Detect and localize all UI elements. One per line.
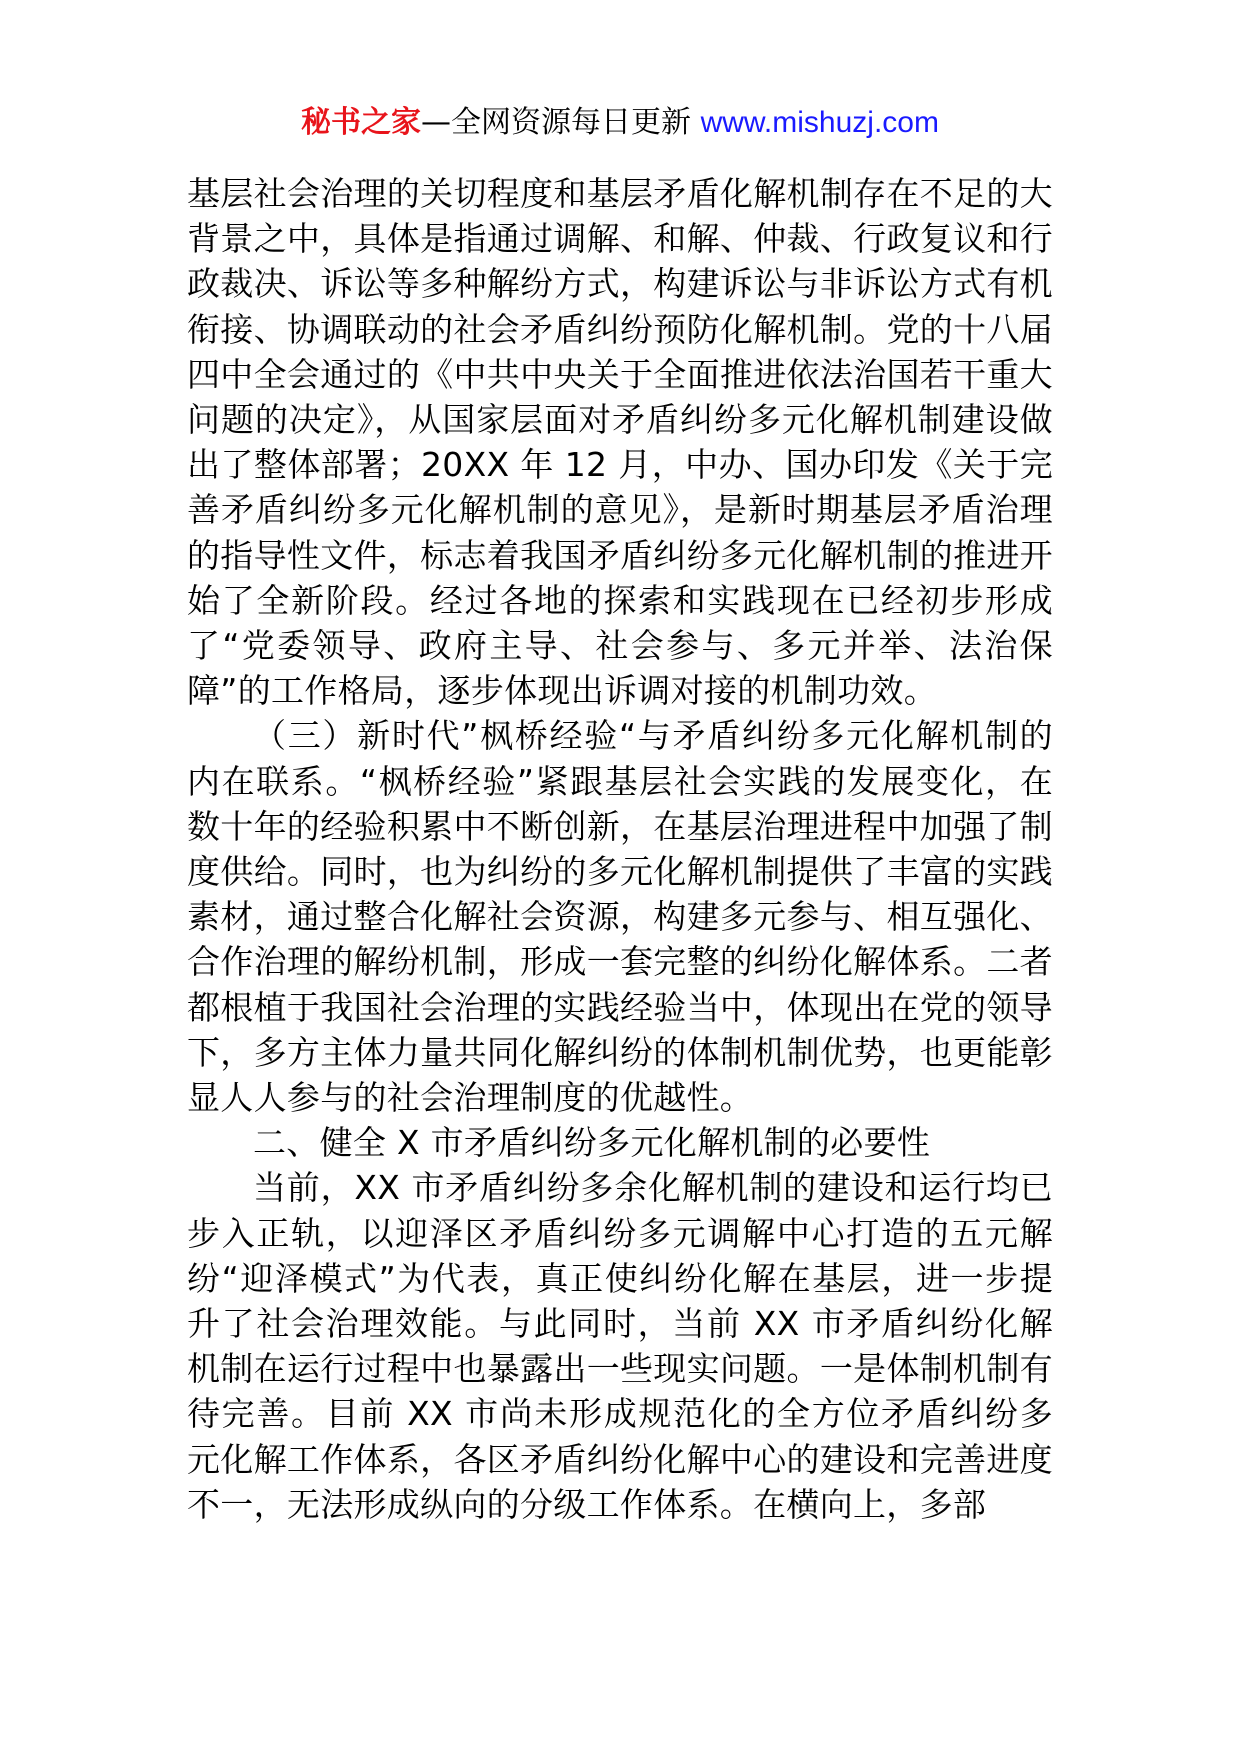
- header-slogan: —全网资源每日更新: [421, 105, 692, 140]
- paragraph: （三）新时代”枫桥经验“与矛盾纠纷多元化解机制的内在联系。“枫桥经验”紧跟基层社会实践的发展变化，在数十年的经验积累中不断创新，在基层治理进程中加强了制度供给。同时，也为纠纷的多元化解机制提供了丰富的实践素材，通过整合化解社会资源，构建多元参与、相互强化、合作治理的解纷机制，形成一套完整的纠纷化解体系。二者都根植于我国社会治理的实践经验当中，体现出在党的领导下，多方主体力量共同化解纠纷的体制机制优势，也更能彰显人人参与的社会治理制度的优越性。: [187, 716, 1053, 1118]
- section-heading: 二、健全 X 市矛盾纠纷多元化解机制的必要性: [253, 1123, 931, 1163]
- paragraph: 基层社会治理的关切程度和基层矛盾化解机制存在不足的大背景之中，具体是指通过调解、和解、仲裁、行政复议和行政裁决、诉讼等多种解纷方式，构建诉讼与非诉讼方式有机衔接、协调联动的社会矛盾纠纷预防化解机制。党的十八届四中全会通过的《中共中央关于全面推进依法治国若干重大问题的决定》，从国家层面对矛盾纠纷多元化解机制建设做出了整体部署；20XX 年 12 月，中办、国办印发《关于完善矛盾纠纷多元化解机制的意见》，是新时期基层矛盾治理的指导性文件，标志着我国矛盾纠纷多元化解机制的推进开始了全新阶段。经过各地的探索和实践现在已经初步形成了“党委领导、政府主导、社会参与、多元并举、法治保障”的工作格局，逐步体现出诉调对接的机制功效。: [187, 174, 1053, 711]
- header-brand: 秘书之家: [301, 105, 422, 140]
- paragraph: 当前，XX 市矛盾纠纷多余化解机制的建设和运行均已步入正轨，以迎泽区矛盾纠纷多元调解中心打造的五元解纷“迎泽模式”为代表，真正使纠纷化解在基层，进一步提升了社会治理效能。与此同时，当前 XX 市矛盾纠纷化解机制在运行过程中也暴露出一些现实问题。一是体制机制有待完善。目前 XX 市尚未形成规范化的全方位矛盾纠纷多元化解工作体系，各区矛盾纠纷化解中心的建设和完善进度不一，无法形成纵向的分级工作体系。在横向上，多部: [187, 1168, 1053, 1524]
- document-body: [187, 171, 1053, 1527]
- header-url-link[interactable]: www.mishuzj.com: [700, 106, 939, 139]
- page-header: [0, 103, 1240, 143]
